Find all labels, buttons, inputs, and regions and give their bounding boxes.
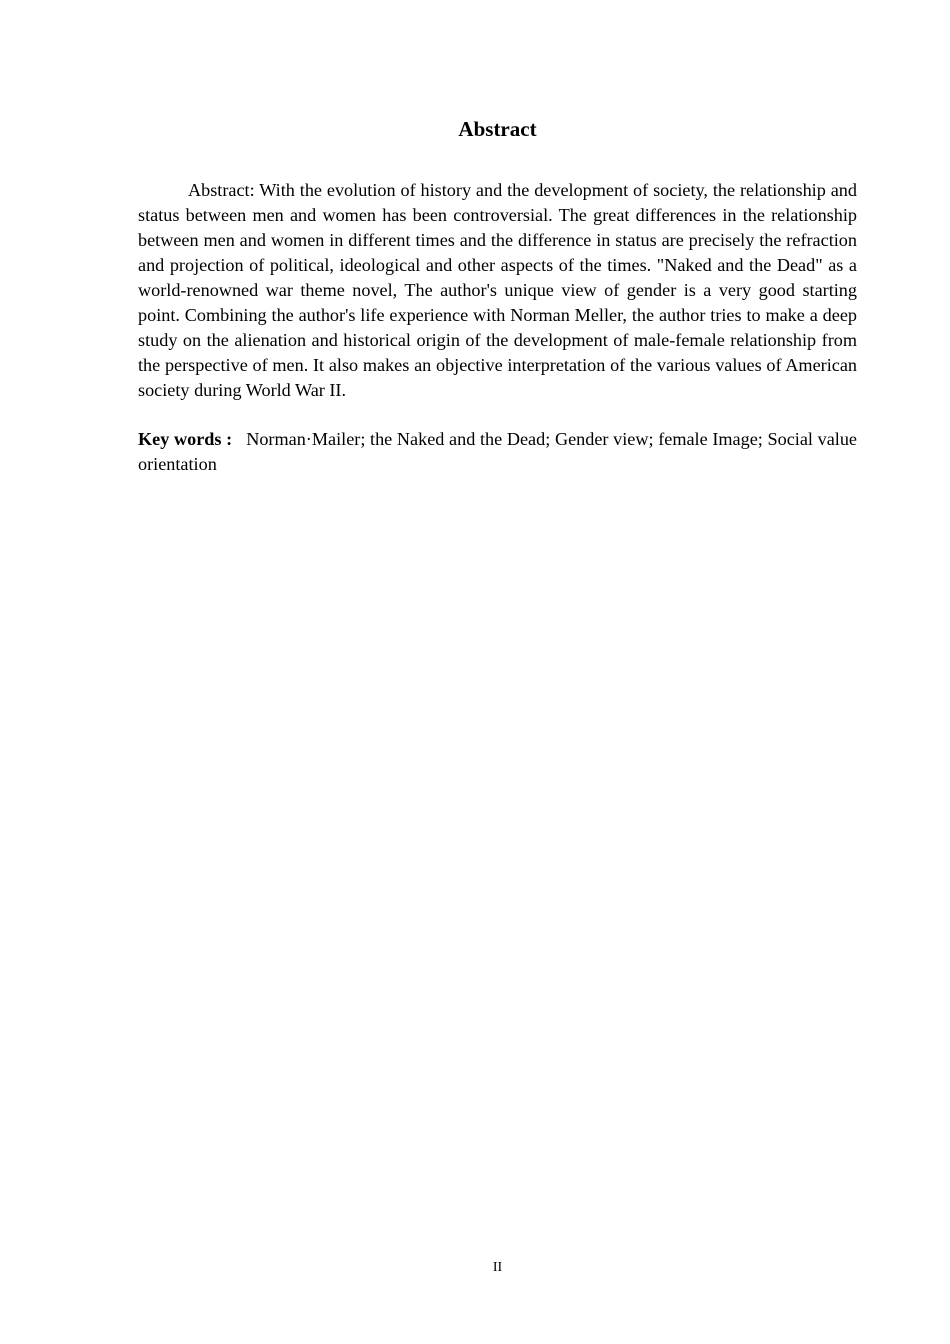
keywords-line [138,427,857,477]
abstract-paragraph: Abstract: With the evolution of history and the development of society, the relationship and status between men and women has been controversial. The great differences in the relationship between men and women in different times and the difference in status are precisely the refraction and projection of political, ideological and other aspects of the times. "Naked and the Dead" as a world-renowned war theme novel, The author's unique view of gender is a very good starting point. Combining the author's life experience with Norman Meller, the author tries to make a deep study on the alienation and historical origin of the development of male-female relationship from the perspective of men. It also makes an objective interpretation of the various values of American society during World War II. [138,180,857,400]
page-title: Abstract [458,117,537,141]
keywords-text: Norman·Mailer; the Naked and the Dead; Gender view; female Image; Social value orientation [138,429,857,474]
page-number: II [492,1260,503,1275]
keywords-label: Key words : [138,429,233,449]
